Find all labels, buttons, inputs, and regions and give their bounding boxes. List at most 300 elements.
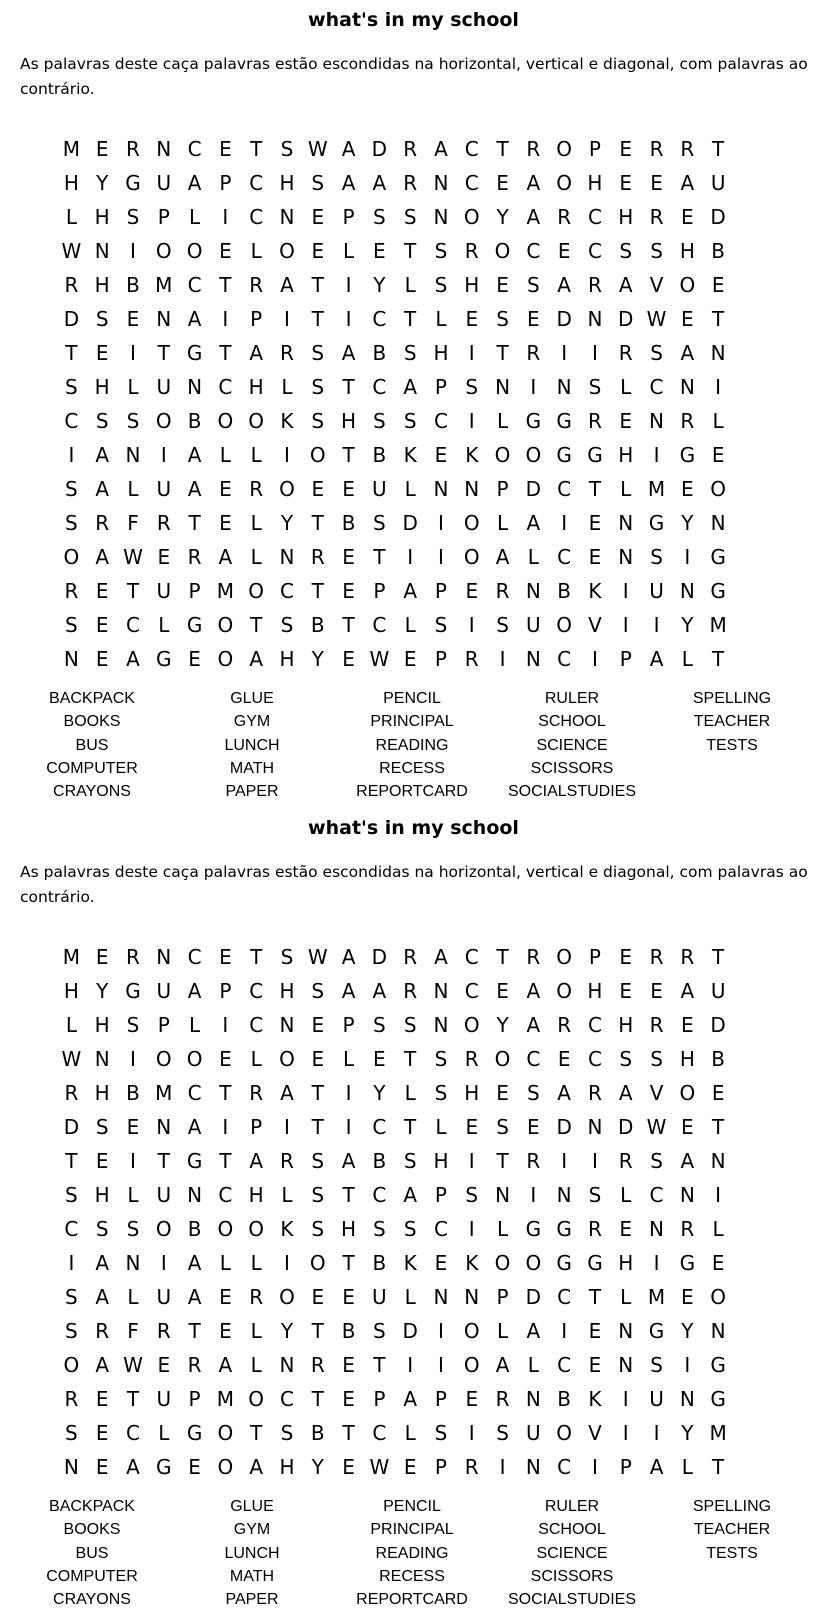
grid-letter: E — [311, 1047, 325, 1071]
word-item: SOCIALSTUDIES — [507, 1591, 637, 1609]
grid-letter: H — [94, 1183, 110, 1207]
grid-letter: N — [710, 1319, 726, 1343]
grid-letter: R — [403, 945, 418, 969]
grid-letter: D — [525, 477, 542, 501]
grid-letter: E — [465, 579, 479, 603]
grid-letter: U — [526, 613, 541, 637]
grid-letter: S — [619, 239, 633, 263]
grid-letter: I — [438, 1319, 444, 1343]
grid-letter: P — [496, 477, 509, 501]
grid-letter: I — [130, 341, 136, 365]
grid-letter: K — [403, 443, 417, 467]
grid-letter: W — [369, 647, 390, 671]
grid-letter: C — [649, 375, 664, 399]
grid-letter: I — [160, 443, 167, 467]
grid-letter: R — [156, 511, 171, 535]
grid-row — [56, 642, 796, 676]
grid-letter: T — [588, 1285, 602, 1309]
grid-letter: I — [530, 375, 537, 399]
word-item: BUS — [75, 736, 109, 754]
grid-letter: R — [249, 477, 264, 501]
grid-letter: G — [648, 511, 665, 535]
grid-letter: I — [653, 1251, 660, 1275]
grid-letter: E — [711, 273, 725, 297]
grid-letter: L — [127, 1183, 139, 1207]
grid-letter: T — [404, 1047, 417, 1071]
grid-letter: I — [68, 1251, 75, 1275]
grid-letter: E — [157, 1353, 171, 1377]
grid-letter: W — [61, 1047, 82, 1071]
grid-letter: N — [525, 1387, 541, 1411]
grid-letter: S — [496, 307, 509, 331]
grid-letter: T — [311, 579, 324, 603]
grid-letter: C — [249, 1013, 264, 1037]
grid-letter: N — [556, 375, 572, 399]
grid-letter: D — [371, 945, 388, 969]
grid-letter: P — [188, 1387, 201, 1411]
word-item: SCISSORS — [530, 759, 614, 777]
grid-letter: Y — [96, 979, 109, 1003]
grid-letter: A — [372, 171, 387, 195]
grid-letter: I — [222, 1115, 229, 1139]
grid-letter: N — [433, 205, 449, 229]
grid-letter: S — [373, 1319, 386, 1343]
grid-letter: G — [556, 443, 572, 467]
grid-letter: C — [464, 979, 479, 1003]
grid-letter: R — [310, 545, 325, 569]
grid-letter: H — [618, 205, 634, 229]
word-item: SCHOOL — [538, 1521, 606, 1539]
grid-letter: P — [219, 171, 232, 195]
grid-letter: C — [187, 273, 202, 297]
grid-letter: O — [63, 545, 80, 569]
grid-letter: S — [95, 307, 109, 331]
grid-letter: Y — [681, 511, 694, 535]
grid-letter: C — [433, 409, 448, 433]
grid-letter: A — [341, 171, 356, 195]
grid-letter: S — [373, 511, 386, 535]
grid-letter: L — [250, 239, 262, 263]
grid-letter: S — [311, 409, 325, 433]
grid-letter: S — [126, 1013, 140, 1037]
grid-letter: Y — [311, 1455, 324, 1479]
grid-letter: G — [186, 1149, 203, 1173]
grid-letter: I — [653, 613, 660, 637]
grid-letter: D — [618, 307, 634, 331]
grid-letter: C — [187, 1081, 202, 1105]
grid-letter: P — [250, 1115, 263, 1139]
grid-letter: D — [618, 1115, 634, 1139]
grid-letter: A — [187, 307, 202, 331]
grid-letter: T — [250, 137, 263, 161]
grid-letter: U — [710, 171, 726, 195]
grid-letter: I — [591, 1455, 598, 1479]
grid-letter: S — [311, 1149, 325, 1173]
grid-letter: B — [711, 239, 725, 263]
grid-letter: I — [284, 1115, 290, 1139]
grid-letter: I — [561, 511, 568, 535]
grid-letter: S — [650, 239, 663, 263]
grid-letter: E — [219, 477, 232, 501]
word-item: CRAYONS — [53, 783, 131, 801]
grid-letter: C — [372, 613, 387, 637]
grid-row — [56, 1348, 796, 1382]
word-item: SPELLING — [692, 690, 772, 707]
grid-letter: O — [463, 1353, 480, 1377]
grid-letter: E — [496, 273, 509, 297]
grid-letter: I — [622, 613, 629, 637]
grid-letter: O — [556, 945, 573, 969]
grid-letter: B — [187, 1217, 202, 1241]
grid-letter: E — [219, 137, 232, 161]
grid-letter: B — [126, 273, 140, 297]
grid-letter: Y — [280, 511, 294, 535]
grid-letter: C — [218, 1183, 233, 1207]
grid-letter: I — [438, 511, 444, 535]
grid-letter: R — [587, 273, 602, 297]
grid-letter: L — [158, 1421, 170, 1445]
grid-letter: U — [156, 1387, 172, 1411]
grid-letter: S — [403, 1013, 417, 1037]
grid-letter: A — [526, 171, 541, 195]
grid-letter: O — [217, 1217, 234, 1241]
grid-letter: E — [219, 1319, 232, 1343]
grid-letter: R — [587, 1081, 602, 1105]
grid-letter: G — [156, 1455, 172, 1479]
grid-letter: A — [680, 1149, 695, 1173]
grid-letter: E — [219, 1047, 232, 1071]
grid-letter: S — [280, 1421, 294, 1445]
grid-letter: C — [464, 137, 479, 161]
grid-letter: R — [187, 545, 202, 569]
grid-letter: R — [64, 1081, 79, 1105]
grid-letter: A — [341, 979, 356, 1003]
grid-letter: D — [63, 1115, 80, 1139]
grid-letter: R — [64, 579, 79, 603]
grid-letter: L — [435, 1115, 447, 1139]
grid-letter: U — [156, 1183, 172, 1207]
grid-letter: E — [311, 239, 325, 263]
grid-letter: A — [126, 1455, 140, 1479]
grid-letter: L — [127, 477, 139, 501]
grid-letter: N — [679, 1387, 695, 1411]
grid-letter: E — [188, 1455, 201, 1479]
grid-row — [56, 1416, 796, 1450]
grid-letter: C — [587, 239, 602, 263]
grid-letter: E — [403, 1455, 417, 1479]
grid-letter: A — [280, 273, 294, 297]
grid-letter: S — [588, 1183, 602, 1207]
grid-letter: U — [156, 1285, 172, 1309]
word-item: SCIENCE — [536, 736, 608, 754]
grid-letter: T — [250, 945, 263, 969]
grid-letter: S — [65, 477, 78, 501]
grid-letter: E — [126, 307, 140, 331]
grid-letter: P — [434, 375, 447, 399]
grid-letter: P — [434, 579, 447, 603]
grid-letter: O — [494, 1251, 511, 1275]
grid-letter: T — [712, 137, 725, 161]
grid-letter: Y — [681, 613, 694, 637]
grid-letter: T — [311, 511, 324, 535]
word-item: RULER — [544, 1498, 600, 1515]
grid-letter: D — [402, 1319, 418, 1343]
grid-letter: W — [61, 239, 82, 263]
grid-letter: S — [434, 1081, 448, 1105]
grid-letter: A — [403, 579, 417, 603]
grid-letter: A — [95, 1251, 110, 1275]
grid-letter: N — [679, 375, 695, 399]
grid-letter: I — [468, 1421, 475, 1445]
grid-row — [56, 132, 796, 166]
grid-letter: I — [130, 1047, 136, 1071]
word-column — [17, 1495, 167, 1611]
grid-letter: M — [155, 273, 173, 297]
grid-row — [56, 336, 796, 370]
grid-letter: E — [342, 1285, 355, 1309]
grid-letter: L — [404, 613, 416, 637]
grid-letter: D — [710, 1013, 726, 1037]
grid-letter: B — [126, 1081, 140, 1105]
grid-letter: A — [249, 341, 264, 365]
grid-letter: T — [250, 613, 263, 637]
grid-letter: H — [248, 375, 264, 399]
grid-letter: O — [525, 1251, 542, 1275]
grid-letter: C — [587, 205, 602, 229]
grid-letter: A — [341, 137, 356, 161]
grid-letter: S — [373, 1217, 386, 1241]
grid-letter: E — [342, 477, 355, 501]
grid-letter: E — [681, 1115, 694, 1139]
grid-letter: E — [650, 171, 663, 195]
grid-letter: A — [341, 945, 356, 969]
grid-letter: B — [557, 579, 572, 603]
grid-letter: A — [95, 1353, 110, 1377]
grid-letter: U — [156, 579, 172, 603]
grid-letter: H — [63, 979, 79, 1003]
grid-letter: I — [684, 1353, 691, 1377]
grid-letter: H — [94, 205, 110, 229]
grid-letter: E — [681, 1285, 694, 1309]
word-item: PENCIL — [383, 690, 441, 707]
grid-letter: E — [373, 1047, 386, 1071]
grid-letter: E — [588, 545, 602, 569]
grid-letter: B — [557, 1387, 572, 1411]
grid-letter: S — [465, 375, 479, 399]
grid-letter: P — [434, 1455, 447, 1479]
grid-letter: N — [125, 443, 141, 467]
grid-letter: T — [712, 1115, 725, 1139]
grid-letter: O — [155, 1217, 172, 1241]
grid-letter: O — [463, 1319, 480, 1343]
grid-letter: M — [216, 1387, 235, 1411]
grid-letter: H — [587, 979, 603, 1003]
word-item: RECESS — [379, 1567, 445, 1585]
grid-letter: T — [65, 1149, 78, 1173]
word-item: PRINCIPAL — [370, 1521, 454, 1539]
letter-grid — [56, 940, 796, 1484]
grid-letter: I — [160, 1251, 167, 1275]
grid-letter: A — [526, 1319, 541, 1343]
grid-row — [56, 1450, 796, 1484]
grid-letter: N — [279, 545, 295, 569]
grid-letter: H — [618, 1013, 634, 1037]
grid-letter: N — [649, 409, 665, 433]
grid-letter: O — [710, 477, 726, 501]
grid-letter: A — [341, 341, 356, 365]
word-item: PAPER — [225, 1591, 279, 1609]
grid-letter: R — [587, 1217, 602, 1241]
grid-letter: R — [526, 1149, 541, 1173]
word-item: SPELLING — [692, 1498, 772, 1515]
grid-letter: E — [619, 1217, 633, 1241]
grid-letter: T — [588, 477, 602, 501]
grid-letter: A — [434, 945, 448, 969]
grid-letter: O — [463, 511, 480, 535]
grid-letter: T — [219, 1149, 232, 1173]
grid-row — [56, 1144, 796, 1178]
grid-letter: N — [679, 579, 695, 603]
grid-letter: O — [556, 171, 573, 195]
grid-letter: O — [186, 239, 203, 263]
grid-letter: N — [525, 647, 541, 671]
grid-letter: A — [187, 1115, 202, 1139]
grid-row — [56, 1008, 796, 1042]
grid-letter: L — [527, 1353, 539, 1377]
grid-letter: N — [433, 171, 449, 195]
grid-letter: A — [649, 647, 664, 671]
grid-letter: N — [156, 1115, 172, 1139]
grid-letter: T — [65, 341, 78, 365]
grid-letter: O — [248, 1387, 265, 1411]
grid-letter: T — [712, 1455, 725, 1479]
grid-letter: S — [650, 1353, 663, 1377]
grid-letter: I — [407, 545, 414, 569]
grid-letter: E — [126, 1115, 140, 1139]
grid-letter: S — [311, 375, 325, 399]
grid-letter: U — [649, 1387, 664, 1411]
grid-letter: T — [250, 1421, 263, 1445]
grid-letter: I — [345, 1081, 352, 1105]
grid-letter: U — [372, 1285, 387, 1309]
grid-letter: C — [557, 545, 572, 569]
grid-letter: A — [403, 1183, 417, 1207]
grid-letter: C — [279, 579, 294, 603]
grid-letter: P — [434, 1387, 447, 1411]
grid-letter: N — [556, 1183, 572, 1207]
grid-row — [56, 1178, 796, 1212]
grid-row — [56, 268, 796, 302]
grid-letter: S — [280, 613, 294, 637]
grid-letter: T — [404, 307, 417, 331]
grid-letter: C — [187, 945, 202, 969]
grid-letter: O — [248, 1217, 265, 1241]
grid-letter: E — [373, 239, 386, 263]
grid-letter: H — [433, 1149, 449, 1173]
grid-letter: T — [126, 579, 140, 603]
page-title: what's in my school — [308, 817, 519, 839]
grid-letter: I — [468, 1217, 475, 1241]
grid-letter: L — [527, 545, 539, 569]
grid-letter: P — [342, 1013, 355, 1037]
word-item: PAPER — [225, 783, 279, 801]
grid-letter: K — [588, 579, 602, 603]
grid-letter: M — [62, 945, 81, 969]
word-item: GYM — [233, 1521, 271, 1539]
grid-letter: O — [217, 613, 234, 637]
grid-letter: B — [372, 341, 387, 365]
word-column — [497, 1495, 647, 1611]
grid-letter: O — [248, 409, 265, 433]
word-item: READING — [375, 1544, 449, 1562]
grid-letter: E — [619, 979, 633, 1003]
grid-row — [56, 1382, 796, 1416]
grid-letter: I — [684, 545, 691, 569]
grid-letter: N — [495, 1183, 511, 1207]
grid-letter: H — [341, 409, 357, 433]
grid-letter: K — [280, 409, 294, 433]
word-column — [337, 687, 487, 803]
grid-letter: T — [311, 1387, 324, 1411]
grid-letter: E — [557, 1047, 571, 1071]
grid-letter: L — [189, 205, 201, 229]
grid-letter: E — [619, 137, 633, 161]
grid-letter: C — [557, 1285, 572, 1309]
grid-letter: E — [465, 1387, 479, 1411]
grid-letter: I — [715, 375, 722, 399]
grid-letter: U — [372, 477, 387, 501]
grid-letter: G — [556, 1217, 572, 1241]
grid-letter: O — [217, 1455, 234, 1479]
grid-letter: I — [468, 613, 475, 637]
grid-letter: H — [248, 1183, 264, 1207]
grid-letter: A — [680, 171, 695, 195]
grid-letter: L — [158, 613, 170, 637]
grid-letter: E — [95, 137, 109, 161]
grid-letter: L — [496, 511, 509, 535]
grid-letter: A — [95, 545, 110, 569]
grid-letter: E — [681, 477, 694, 501]
grid-letter: N — [156, 945, 172, 969]
grid-letter: E — [527, 307, 540, 331]
grid-letter: R — [618, 1149, 633, 1173]
grid-letter: P — [342, 205, 355, 229]
grid-letter: E — [95, 945, 109, 969]
grid-letter: L — [65, 205, 77, 229]
word-column — [657, 687, 807, 757]
grid-letter: N — [433, 979, 449, 1003]
grid-letter: A — [618, 273, 633, 297]
grid-letter: E — [588, 1353, 602, 1377]
word-item: BACKPACK — [49, 690, 135, 707]
grid-letter: R — [464, 647, 479, 671]
grid-letter: T — [311, 273, 324, 297]
grid-letter: B — [310, 613, 325, 637]
grid-letter: A — [249, 647, 264, 671]
grid-letter: A — [495, 545, 510, 569]
grid-letter: L — [681, 1455, 693, 1479]
grid-letter: S — [95, 1115, 109, 1139]
grid-letter: I — [622, 579, 629, 603]
grid-letter: T — [219, 1081, 232, 1105]
grid-letter: O — [217, 647, 234, 671]
grid-letter: N — [618, 511, 634, 535]
grid-row — [56, 234, 796, 268]
grid-letter: T — [712, 647, 725, 671]
grid-letter: R — [126, 137, 140, 161]
grid-letter: E — [681, 205, 694, 229]
grid-letter: N — [63, 647, 79, 671]
